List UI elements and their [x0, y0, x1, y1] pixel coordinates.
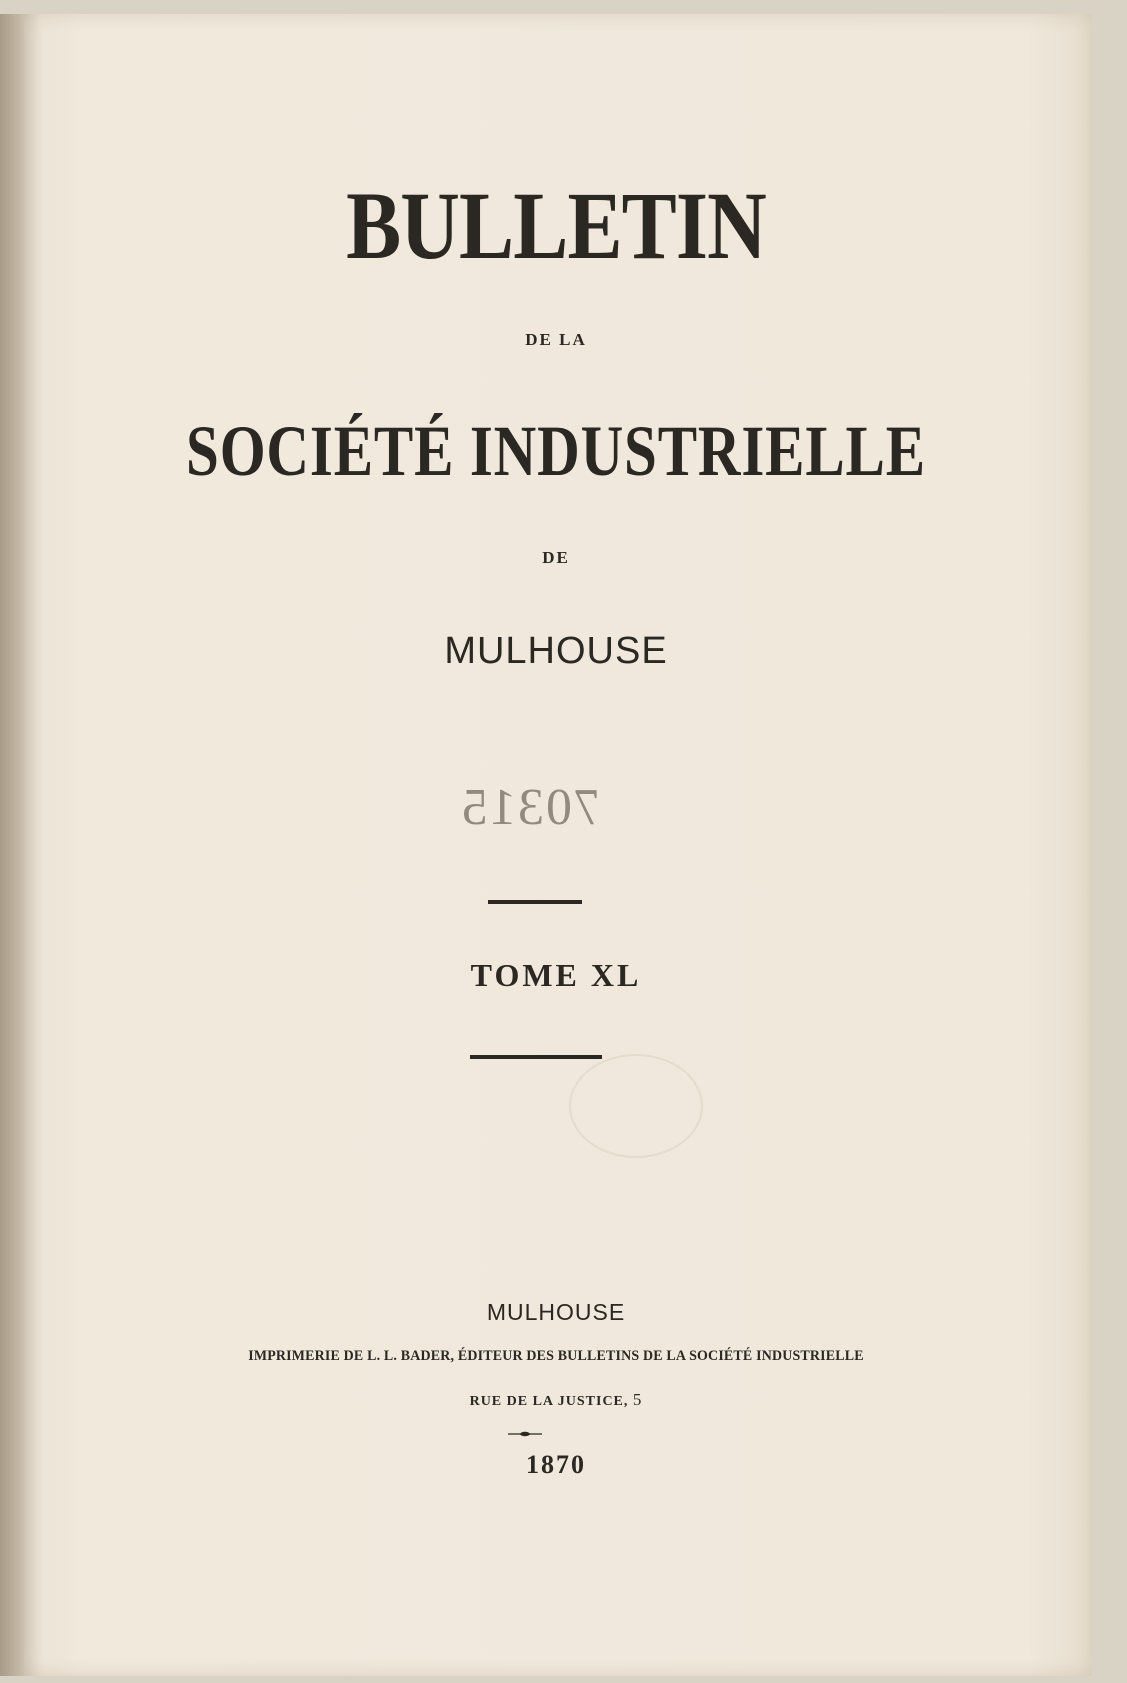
- imprint-city: MULHOUSE: [486, 1299, 626, 1325]
- address-number: 5: [632, 1390, 643, 1409]
- preposition-de: DE: [542, 548, 570, 567]
- printer-line: IMPRIMERIE DE L. L. BADER, ÉDITEUR DES BULLETINS DE LA SOCIÉTÉ INDUSTRIELLE: [248, 1348, 864, 1364]
- society-name: SOCIÉTÉ INDUSTRIELLE: [186, 411, 926, 491]
- library-stamp-mark: [569, 1054, 703, 1158]
- bulletin-title: BULLETIN: [346, 172, 766, 279]
- volume-number: TOME XL: [470, 957, 642, 993]
- ornament-dash-icon: [508, 1430, 542, 1438]
- article-de-la: DE LA: [525, 330, 587, 349]
- address-line: [22, 1390, 1090, 1410]
- divider-rule-bottom: [470, 1055, 602, 1059]
- city-name: MULHOUSE: [444, 630, 668, 672]
- address-street: RUE DE LA JUSTICE,: [469, 1394, 629, 1409]
- stamp-number: 70315: [460, 779, 600, 836]
- publication-year: 1870: [526, 1450, 586, 1479]
- divider-rule-top: [488, 900, 582, 904]
